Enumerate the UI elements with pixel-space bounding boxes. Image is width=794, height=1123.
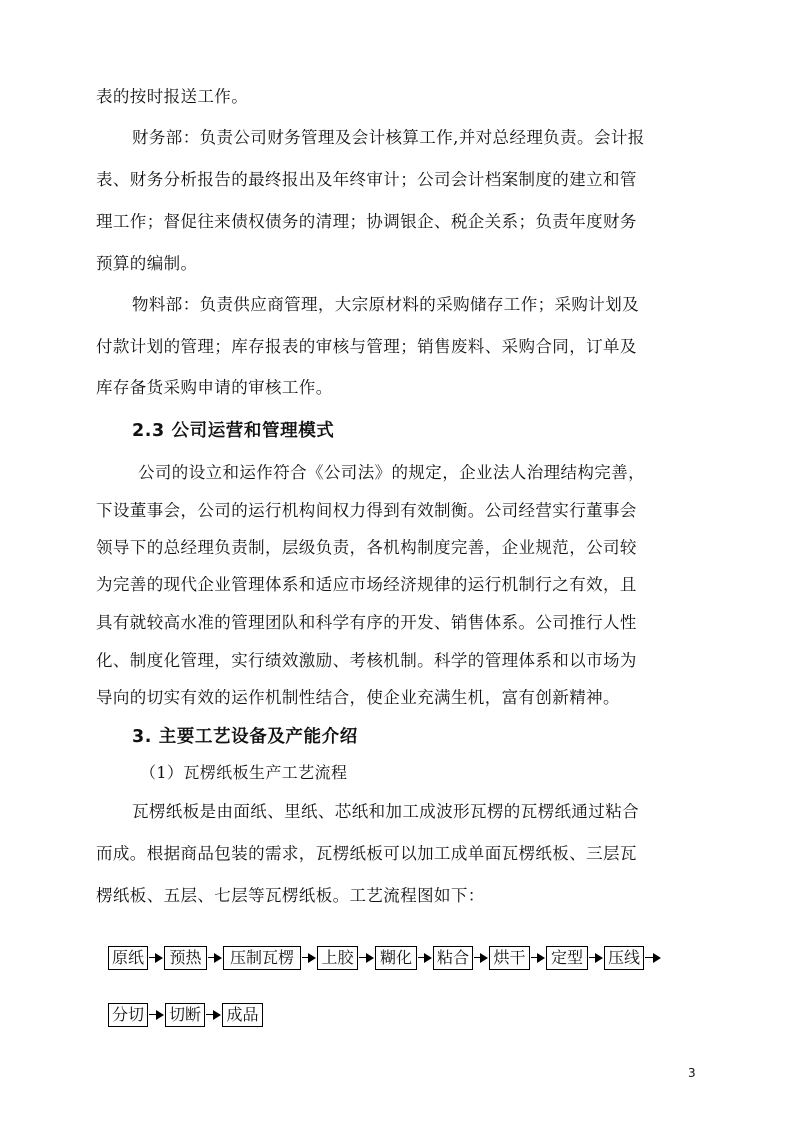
- flow-arrow-icon: [149, 1010, 164, 1020]
- flow-step-set: 定型: [546, 946, 588, 970]
- subsection-heading: （1）瓦楞纸板生产工艺流程: [140, 763, 348, 782]
- flow-step-preheat: 预热: [164, 946, 207, 970]
- text-line: 财务部：负责公司财务管理及会计核算工作,并对总经理负责。会计报: [132, 128, 645, 147]
- flow-step-dry: 烘干: [489, 946, 530, 970]
- text-line: 化、制度化管理，实行绩效激励、考核机制。科学的管理体系和以市场为: [96, 651, 637, 670]
- flow-step-glue: 上胶: [317, 946, 358, 970]
- flow-arrow-icon: [208, 953, 222, 963]
- text-line: 物料部：负责供应商管理，大宗原材料的采购储存工作；采购计划及: [132, 295, 639, 314]
- text-line: 领导下的总经理负责制，层级负责，各机构制度完善，企业规范，公司较: [96, 538, 637, 557]
- text-line: 为完善的现代企业管理体系和适应市场经济规律的运行机制行之有效，且: [96, 575, 637, 594]
- text-line: 理工作；督促往来债权债务的清理；协调银企、税企关系；负责年度财务: [96, 212, 637, 231]
- section-heading: 3. 主要工艺设备及产能介绍: [132, 727, 358, 747]
- text-line: 表的按时报送工作。: [96, 87, 249, 106]
- flow-step-bond: 粘合: [433, 946, 473, 970]
- text-line: 而成。根据商品包装的需求，瓦楞纸板可以加工成单面瓦楞纸板、三层瓦: [96, 844, 637, 863]
- page-number: 3: [688, 1066, 696, 1080]
- flow-arrow-icon: [589, 953, 603, 963]
- flow-arrow-icon: [474, 953, 488, 963]
- flow-step-corrugate: 压制瓦楞: [223, 946, 301, 970]
- flow-step-crease: 压线: [604, 946, 644, 970]
- flow-arrow-icon: [531, 953, 545, 963]
- text-line: 公司的设立和运作符合《公司法》的规定，企业法人治理结构完善，: [138, 463, 645, 482]
- flow-step-raw-paper: 原纸: [108, 946, 148, 970]
- flow-arrow-icon: [302, 953, 316, 963]
- text-line: 表、财务分析报告的最终报出及年终审计；公司会计档案制度的建立和管: [96, 170, 637, 189]
- flow-step-gelatinize: 糊化: [375, 946, 417, 970]
- flow-arrow-icon: [645, 953, 661, 963]
- section-heading: 2.3 公司运营和管理模式: [132, 421, 335, 441]
- flow-arrow-icon: [149, 953, 163, 963]
- text-line: 楞纸板、五层、七层等瓦楞纸板。工艺流程图如下：: [96, 886, 485, 905]
- flow-step-finished-product: 成品: [222, 1003, 263, 1027]
- process-flow-row-1: [0, 946, 794, 970]
- flow-arrow-icon: [418, 953, 432, 963]
- text-line: 导向的切实有效的运作机制性结合，使企业充满生机，富有创新精神。: [96, 688, 620, 707]
- text-line: 付款计划的管理；库存报表的审核与管理；销售废料、采购合同，订单及: [96, 337, 637, 356]
- text-line: 具有就较高水准的管理团队和科学有序的开发、销售体系。公司推行人性: [96, 613, 637, 632]
- text-line: 瓦楞纸板是由面纸、里纸、芯纸和加工成波形瓦楞的瓦楞纸通过粘合: [132, 802, 639, 821]
- flow-step-cut-off: 切断: [165, 1003, 205, 1027]
- text-line: 预算的编制。: [96, 254, 198, 273]
- process-flow-row-2: [0, 1003, 794, 1027]
- flow-step-slit: 分切: [108, 1003, 148, 1027]
- text-line: 库存备货采购申请的审核工作。: [96, 378, 333, 397]
- flow-arrow-icon: [206, 1010, 221, 1020]
- flow-arrow-icon: [359, 953, 374, 963]
- text-line: 下设董事会，公司的运行机构间权力得到有效制衡。公司经营实行董事会: [96, 501, 637, 520]
